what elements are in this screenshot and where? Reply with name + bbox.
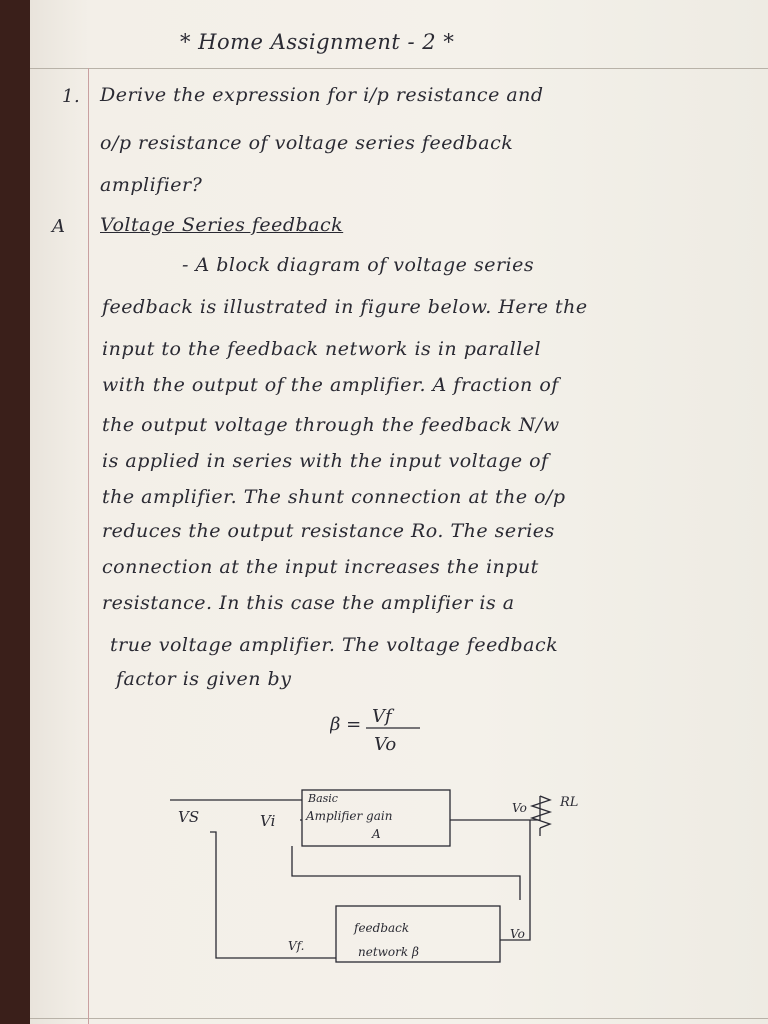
- formula-lhs: β =: [330, 714, 362, 735]
- question-line: o/p resistance of voltage series feedback: [100, 132, 514, 154]
- question-number: 1.: [62, 86, 81, 107]
- answer-line: resistance. In this case the amplifier is a: [102, 592, 515, 614]
- answer-line: the amplifier. The shunt connection at the o/p: [102, 486, 566, 508]
- amplifier-label-line2: Amplifier gain: [306, 809, 393, 823]
- answer-line: with the output of the amplifier. A fraction of: [102, 374, 559, 396]
- answer-line: reduces the output resistance Ro. The series: [102, 520, 555, 542]
- feedback-sense-wire: [292, 846, 520, 900]
- question-line: amplifier?: [100, 174, 203, 196]
- answer-line: the output voltage through the feedback N/w: [102, 414, 560, 436]
- question-line: Derive the expression for i/p resistance and: [100, 84, 544, 106]
- feedback-return-wire: [210, 832, 285, 958]
- margin-line: [88, 68, 89, 1024]
- answer-line: - A block diagram of voltage series: [182, 254, 535, 276]
- ruled-line: [30, 1018, 768, 1019]
- answer-heading: Voltage Series feedback: [100, 214, 344, 236]
- answer-line: feedback is illustrated in figure below. Here the: [102, 296, 588, 318]
- feedback-label-line2: network β: [358, 945, 419, 959]
- formula: [330, 704, 470, 764]
- formula-numerator: Vf: [372, 706, 392, 727]
- feedback-label-line1: feedback: [354, 921, 410, 935]
- load-resistor-rl: [532, 796, 550, 828]
- page-title: * Home Assignment - 2 *: [180, 30, 455, 54]
- answer-line: input to the feedback network is in parallel: [102, 338, 542, 360]
- answer-marker: A: [52, 216, 66, 237]
- amplifier-label-line3: A: [372, 827, 381, 841]
- vi-label: Vi: [260, 812, 276, 830]
- block-diagram: [120, 780, 700, 980]
- vs-label: VS: [178, 808, 200, 826]
- answer-line: is applied in series with the input voltage of: [102, 450, 549, 472]
- rl-label: RL: [560, 795, 579, 810]
- answer-line: true voltage amplifier. The voltage feedback: [110, 634, 559, 656]
- vf-label: Vf.: [288, 939, 305, 953]
- ruled-line: [30, 68, 768, 69]
- answer-line: connection at the input increases the input: [102, 556, 539, 578]
- notebook-page: [30, 0, 768, 1024]
- formula-denominator: Vo: [374, 734, 397, 755]
- output-to-feedback-wire: [500, 820, 530, 940]
- answer-line: factor is given by: [116, 668, 292, 690]
- vo-top-label: Vo: [512, 801, 527, 815]
- amplifier-label-line1: Basic: [308, 792, 338, 805]
- vo-bottom-label: Vo: [510, 927, 525, 941]
